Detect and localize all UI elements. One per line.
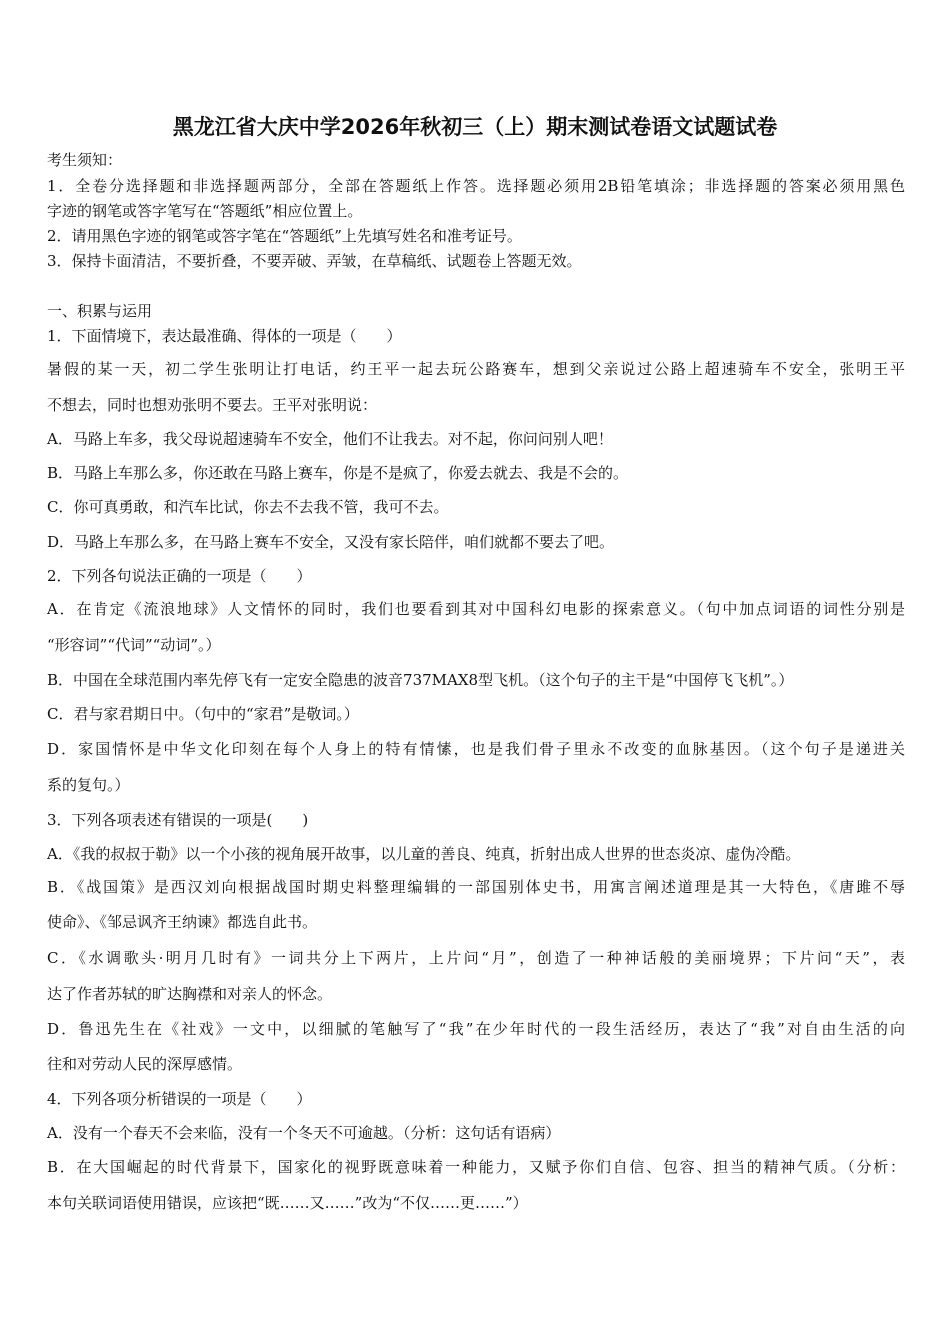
option: B．中国在全球范围内率先停飞有一定安全隐患的波音737MAX8型飞机。（这个句子的主干是“中国停飞飞机”。） (47, 671, 794, 689)
notice-line: 1．全卷分选择题和非选择题两部分，全部在答题纸上作答。选择题必须用2B铅笔填涂；非选择题的答案必须用黑色 (47, 177, 905, 195)
option: A．没有一个春天不会来临，没有一个冬天不可逾越。（分析：这句话有语病） (47, 1124, 561, 1142)
option: C．君与家君期日中。（句中的“家君”是敬词。） (47, 705, 359, 723)
document-title: 黑龙江省大庆中学2026年秋初三（上）期末测试卷语文试题试卷 (172, 115, 778, 139)
notice-line: 2．请用黑色字迹的钢笔或答字笔在“答题纸”上先填写姓名和准考证号。 (47, 227, 522, 245)
option-continued: 往和对劳动人民的深厚感情。 (47, 1055, 243, 1073)
notice-line: 字迹的钢笔或答字笔写在“答题纸”相应位置上。 (47, 202, 363, 220)
option: A．马路上车多，我父母说超速骑车不安全，他们不让我去。对不起，你问问别人吧！ (47, 430, 613, 448)
question-stem: 1．下面情境下，表达最准确、得体的一项是（ ） (47, 327, 402, 345)
option-continued: 本句关联词语使用错误，应该把“既……又……”改为“不仅……更……”） (47, 1194, 528, 1212)
option: B．马路上车那么多，你还敢在马路上赛车，你是不是疯了，你爱去就去、我是不会的。 (47, 464, 629, 482)
question-stem: 3．下列各项表述有错误的一项是( ) (47, 811, 309, 829)
option: D．马路上车那么多，在马路上赛车不安全，又没有家长陪伴，咱们就都不要去了吧。 (47, 533, 615, 551)
option: C．《水调歌头·明月几时有》一词共分上下两片，上片问“月”，创造了一种神话般的美丽境界；下片问“天”，表 (47, 949, 905, 967)
passage-line: 暑假的某一天，初二学生张明让打电话，约王平一起去玩公路赛车，想到父亲说过公路上超速骑车不安全，张明王平 (47, 360, 905, 378)
option-continued: 达了作者苏轼的旷达胸襟和对亲人的怀念。 (47, 985, 333, 1003)
option: B．《战国策》是西汉刘向根据战国时期史料整理编辑的一部国别体史书，用寓言阐述道理是其一大特色，《唐雎不辱 (47, 878, 905, 896)
option: D．鲁迅先生在《社戏》一文中，以细腻的笔触写了“我”在少年时代的一段生活经历，表达了“我”对自由生活的向 (47, 1020, 905, 1038)
option: A．《我的叔叔于勒》以一个小孩的视角展开故事，以儿童的善良、纯真，折射出成人世界的世态炎凉、虚伪冷酷。 (47, 845, 801, 863)
notice-line: 3．保持卡面清洁，不要折叠，不要弄破、弄皱，在草稿纸、试题卷上答题无效。 (47, 252, 582, 270)
section-heading: 一、积累与运用 (47, 302, 153, 320)
question-stem: 4．下列各项分析错误的一项是（ ） (47, 1090, 312, 1108)
option: B．在大国崛起的时代背景下，国家化的视野既意味着一种能力，又赋予你们自信、包容、担当的精神气质。（分析： (47, 1158, 905, 1176)
option-continued: 系的复句。） (47, 776, 130, 794)
option-continued: 使命》、《邹忌讽齐王纳谏》都选自此书。 (47, 913, 318, 931)
notice-heading: 考生须知： (47, 151, 123, 169)
option: D．家国情怀是中华文化印刻在每个人身上的特有情愫，也是我们骨子里永不改变的血脉基因。（这个句子是递进关 (47, 740, 905, 758)
question-stem: 2．下列各句说法正确的一项是（ ） (47, 567, 312, 585)
option: C．你可真勇敢，和汽车比试，你去不去我不管，我可不去。 (47, 498, 449, 516)
option-continued: “形容词”“代词”“动词”。） (47, 636, 221, 654)
option: A．在肯定《流浪地球》人文情怀的同时，我们也要看到其对中国科幻电影的探索意义。（句中加点词语的词性分别是 (47, 600, 905, 618)
passage-line: 不想去，同时也想劝张明不要去。王平对张明说： (47, 396, 378, 414)
